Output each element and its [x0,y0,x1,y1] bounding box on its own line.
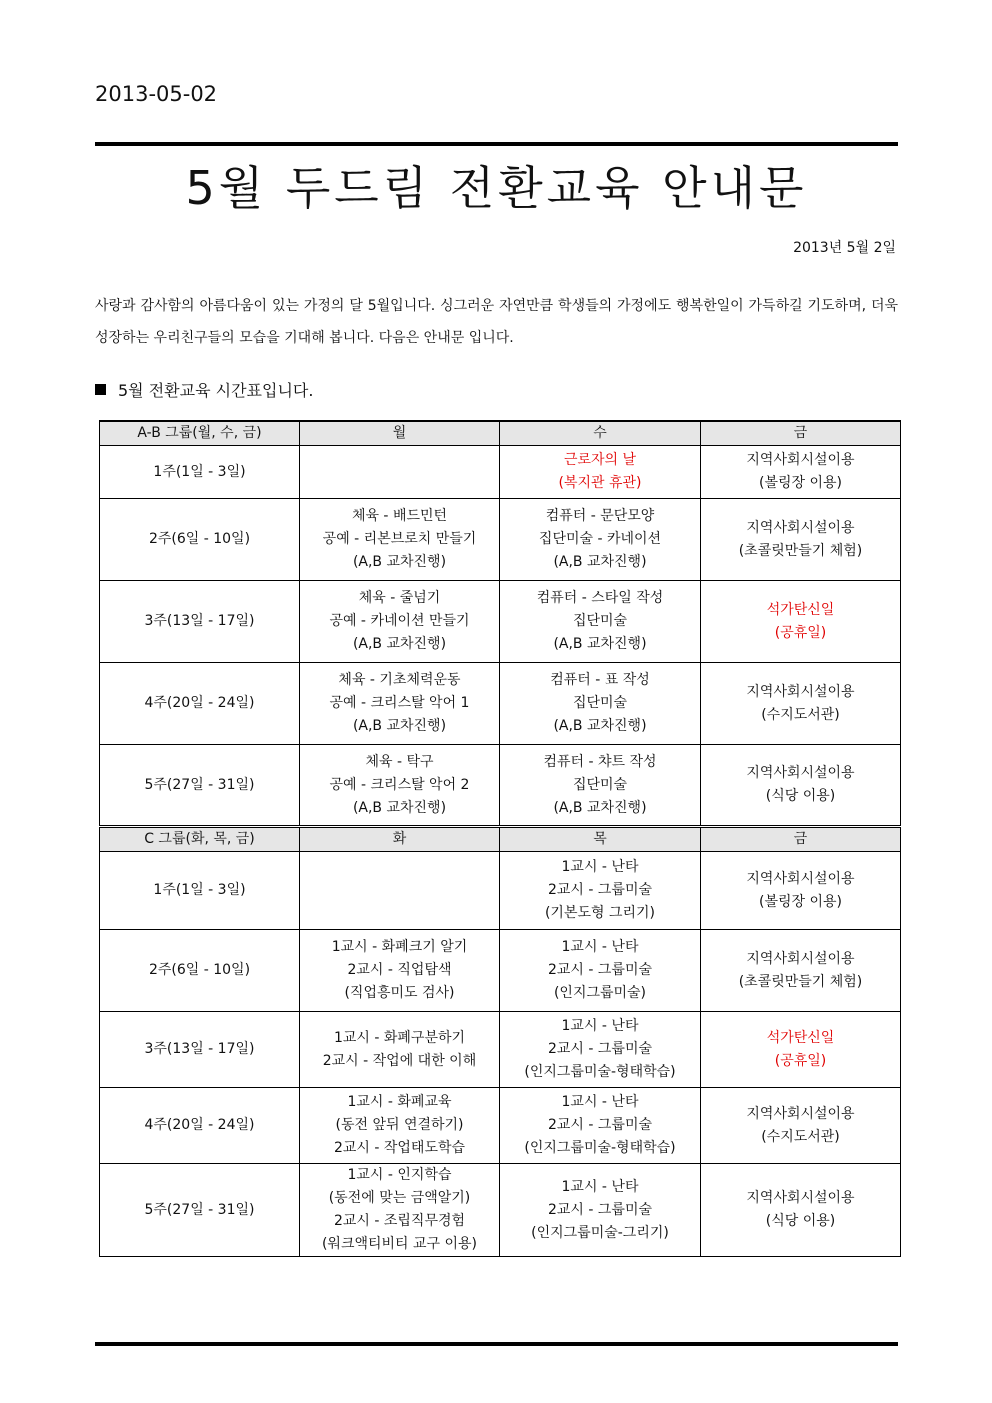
fri-cell [701,1088,901,1164]
mon-cell [300,745,500,827]
cell-line: (A,B 교차진행) [352,636,447,652]
wed-cell [500,499,701,581]
cell-line: (공휴일) [774,1052,827,1069]
cell-line: (볼링장 이용) [759,475,842,491]
cell-line: (인지그룹미술-형태학습) [524,1064,676,1080]
cell-line: (볼링장 이용) [759,893,842,910]
cell-line: (동전 앞뒤 연결하기) [335,1117,464,1133]
cell-line: (A,B 교차진행) [352,799,447,816]
group-c-header-row [100,827,901,852]
cell-line: (인지그룹미술-형태학습) [524,1140,676,1156]
square-bullet-icon [95,384,106,395]
cell-line: 지역사회시설이용 [746,950,855,967]
fri-cell [701,930,901,1012]
cell-line: 공예 - 크리스탈 악어 1 [329,695,470,711]
cell-line: 컴퓨터 - 챠트 작성 [543,753,657,770]
cell-line: 공예 - 리본브로치 만들기 [322,531,477,547]
fri-cell [701,852,901,930]
cell-line: (A,B 교차진행) [553,636,647,652]
cell-line: (수지도서관) [761,706,840,723]
wed-cell [500,745,701,827]
cell-line: 지역사회시설이용 [746,1190,855,1206]
cell-line: (공휴일) [774,624,827,641]
thu-cell [500,852,701,930]
tue-cell [300,1164,500,1257]
cell-line: 1교시 - 화폐교육 [347,1094,452,1110]
fri-cell [701,1164,901,1257]
cell-line: 지역사회시설이용 [746,519,855,536]
header-cell: C 그룹(화, 목, 금) [100,827,300,852]
cell-line: 근로자의 날 [563,452,637,468]
cell-line: 2교시 - 그룹미술 [547,1201,652,1218]
fri-cell [701,745,901,827]
cell-line: 2교시 - 직업탐색 [347,962,452,978]
cell-line: 지역사회시설이용 [746,870,855,887]
thu-cell [500,930,701,1012]
header-cell: 목 [500,827,701,852]
bottom-rule [95,1342,898,1346]
cell-line: 체육 - 배드민턴 [351,508,448,524]
section-heading-text: 5월 전환교육 시간표입니다. [118,381,314,400]
fri-cell [701,499,901,581]
cell-line: 1교시 - 화폐구분하기 [333,1029,466,1046]
cell-line: 2교시 - 작업태도학습 [333,1140,466,1156]
cell-line: (인지그룹미술) [553,985,647,1001]
cell-line: (기본도형 그리기) [544,905,656,921]
cell-line: 1교시 - 인지학습 [347,1167,452,1183]
thu-cell [500,1012,701,1088]
cell-line: (워크액티비티 교구 이용) [321,1236,478,1252]
group-ab-header-row [100,421,901,446]
fri-cell [701,581,901,663]
week-cell: 4주(20일 - 24일) [100,663,300,745]
cell-line: 집단미술 [572,776,628,793]
cell-line: (수지도서관) [761,1128,840,1145]
fri-cell [701,446,901,499]
cell-line: 1교시 - 난타 [561,1178,639,1195]
mon-cell [300,446,500,499]
intro-paragraph: 사랑과 감사함의 아름다움이 있는 가정의 달 5월입니다. 싱그러운 자연만큼 학생들의 가정에도 행복한일이 가득하길 기도하며, 더욱 성장하는 우리친구들의 모습을 기대해 봅니다. 다음은 안내문 입니다. [95,298,898,346]
table-row [100,663,901,745]
issue-date: 2013년 5월 2일 [793,240,896,256]
top-rule [95,142,898,146]
cell-line: (동전에 맞는 금액알기) [328,1190,471,1206]
cell-line: 공예 - 크리스탈 악어 2 [329,776,470,793]
cell-line: 2교시 - 조립직무경험 [333,1213,466,1229]
cell-line: (식당 이용) [765,788,836,804]
table-row [100,745,901,827]
cell-line: (A,B 교차진행) [352,718,447,734]
fri-cell [701,663,901,745]
tue-cell [300,1012,500,1088]
page-title: 5월 두드림 전환교육 안내문 [185,161,808,215]
fri-cell [701,1012,901,1088]
document-date: 2013-05-02 [95,82,218,106]
cell-line: (A,B 교차진행) [553,718,647,734]
wed-cell [500,663,701,745]
cell-line: (식당 이용) [765,1213,836,1229]
cell-line: 지역사회시설이용 [746,452,855,468]
week-cell: 1주(1일 - 3일) [100,852,300,930]
cell-line: 집단미술 - 카네이션 [538,531,662,547]
cell-line: (직업흥미도 검사) [344,985,455,1001]
cell-line: (초콜릿만들기 체험) [738,973,863,990]
table-row [100,1012,901,1088]
cell-line: 2교시 - 그룹미술 [547,1041,652,1057]
cell-line: 체육 - 기초체력운동 [338,672,461,688]
header-cell: 화 [300,827,500,852]
table-row [100,1164,901,1257]
header-cell: 월 [300,421,500,446]
table-row [100,446,901,499]
cell-line: 2교시 - 그룹미술 [547,962,652,978]
week-cell: 2주(6일 - 10일) [100,930,300,1012]
cell-line: 컴퓨터 - 표 작성 [550,672,650,688]
group-c-section [100,827,901,1257]
cell-line: 1교시 - 난타 [561,939,639,955]
week-cell: 5주(27일 - 31일) [100,1164,300,1257]
thu-cell [500,1164,701,1257]
table-row [100,581,901,663]
table-row [100,930,901,1012]
cell-line: 2교시 - 작업에 대한 이해 [322,1052,477,1069]
cell-line: 체육 - 줄넘기 [358,590,441,606]
group-ab-section [100,421,901,827]
schedule-table [99,420,901,1257]
header-cell: 금 [701,827,901,852]
cell-line: 석가탄신일 [766,1029,835,1046]
cell-line: 석가탄신일 [766,601,835,618]
cell-line: 지역사회시설이용 [746,683,855,700]
tue-cell [300,1088,500,1164]
section-heading [95,378,313,401]
week-cell: 2주(6일 - 10일) [100,499,300,581]
header-cell: A-B 그룹(월, 수, 금) [100,421,300,446]
tue-cell [300,852,500,930]
week-cell: 5주(27일 - 31일) [100,745,300,827]
cell-line: 1교시 - 난타 [561,1018,639,1034]
cell-line: (초콜릿만들기 체험) [738,542,863,559]
cell-line: 집단미술 [572,695,628,711]
header-cell: 수 [500,421,701,446]
mon-cell [300,663,500,745]
cell-line: 1교시 - 난타 [561,1094,639,1110]
cell-line: (복지관 휴관) [558,475,642,491]
cell-line: 컴퓨터 - 스타일 작성 [536,590,664,606]
cell-line: 체육 - 탁구 [365,753,434,770]
week-cell: 3주(13일 - 17일) [100,581,300,663]
wed-cell [500,446,701,499]
cell-line: 1교시 - 난타 [561,859,639,875]
thu-cell [500,1088,701,1164]
cell-line: (A,B 교차진행) [553,799,647,816]
mon-cell [300,499,500,581]
week-cell: 3주(13일 - 17일) [100,1012,300,1088]
cell-line: (A,B 교차진행) [352,554,447,570]
week-cell: 4주(20일 - 24일) [100,1088,300,1164]
tue-cell [300,930,500,1012]
week-cell: 1주(1일 - 3일) [100,446,300,499]
cell-line: 집단미술 [572,613,628,629]
cell-line: 공예 - 카네이션 만들기 [329,613,470,629]
table-row [100,499,901,581]
mon-cell [300,581,500,663]
cell-line: 2교시 - 그룹미술 [547,882,652,898]
cell-line: 1교시 - 화폐크기 알기 [331,939,468,955]
header-cell: 금 [701,421,901,446]
cell-line: 2교시 - 그룹미술 [547,1117,652,1133]
cell-line: (A,B 교차진행) [553,554,647,570]
table-row [100,852,901,930]
cell-line: 지역사회시설이용 [746,1105,855,1122]
cell-line: 컴퓨터 - 문단모양 [545,508,655,524]
cell-line: (인지그룹미술-그리기) [531,1224,669,1241]
cell-line: 지역사회시설이용 [746,765,855,781]
table-row [100,1088,901,1164]
wed-cell [500,581,701,663]
